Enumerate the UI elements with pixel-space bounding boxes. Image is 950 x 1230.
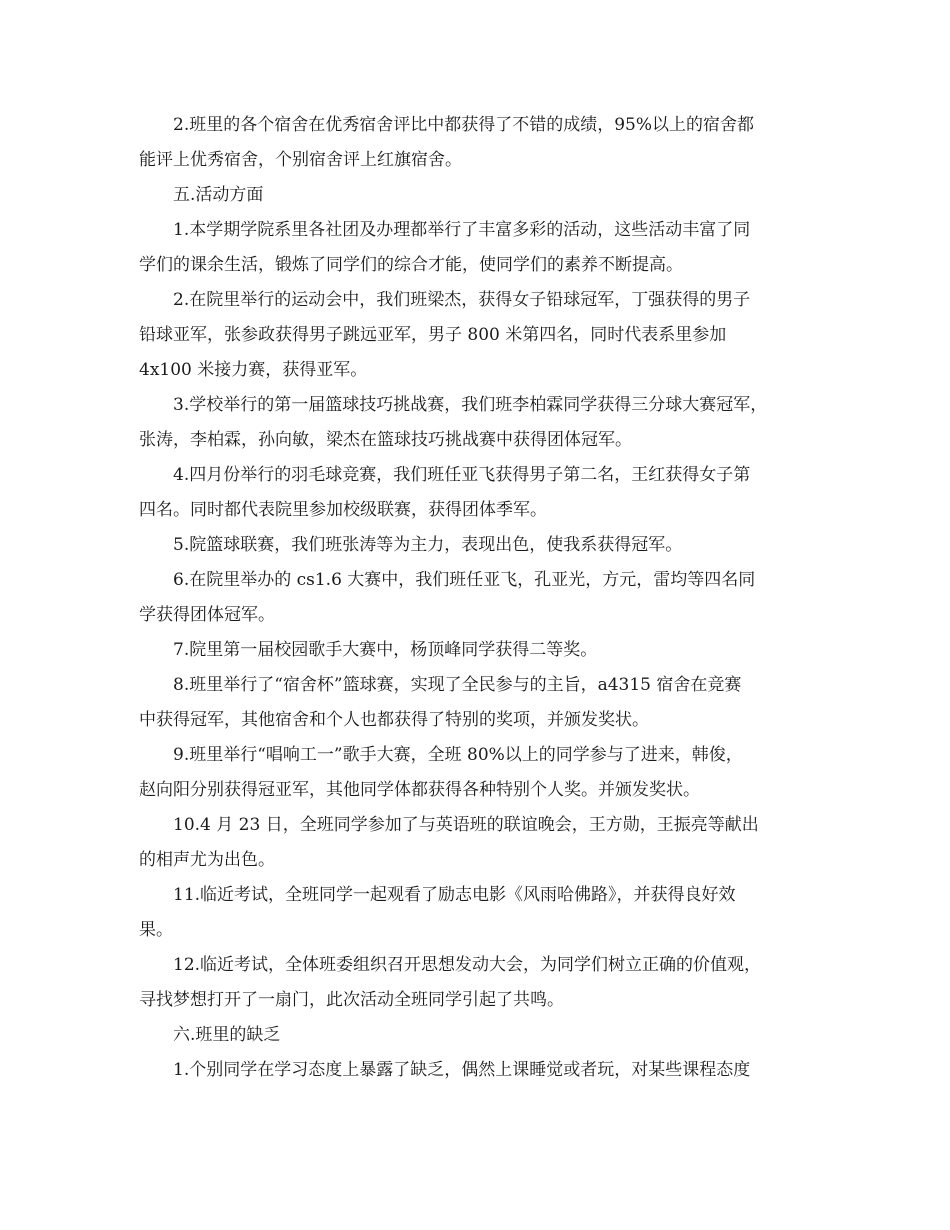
paragraph-line: 寻找梦想打开了一扇门，此次活动全班同学引起了共鸣。 xyxy=(139,990,564,1010)
paragraph-line: 的相声尤为出色。 xyxy=(139,850,275,870)
section-heading: 六.班里的缺乏 xyxy=(173,1025,281,1045)
paragraph-line: 4.四月份举行的羽毛球竞赛，我们班任亚飞获得男子第二名，王红获得女子第 xyxy=(173,465,751,485)
paragraph-line: 学获得团体冠军。 xyxy=(139,605,275,625)
paragraph-line: 中获得冠军，其他宿舍和个人也都获得了特别的奖项，并颁发奖状。 xyxy=(139,710,649,730)
paragraph-line: 果。 xyxy=(139,920,173,940)
paragraph-line: 四名。同时都代表院里参加校级联赛，获得团体季军。 xyxy=(139,500,547,520)
paragraph-line: 5.院篮球联赛，我们班张涛等为主力，表现出色，使我系获得冠军。 xyxy=(173,535,683,555)
paragraph-line: 张涛，李柏霖，孙向敏，梁杰在篮球技巧挑战赛中获得团体冠军。 xyxy=(139,430,632,450)
paragraph-line: 赵向阳分别获得冠亚军，其他同学体都获得各种特别个人奖。并颁发奖状。 xyxy=(139,780,700,800)
paragraph-line: 1.个别同学在学习态度上暴露了缺乏，偶然上课睡觉或者玩，对某些课程态度 xyxy=(173,1060,751,1080)
paragraph-line: 3.学校举行的第一届篮球技巧挑战赛，我们班李柏霖同学获得三分球大赛冠军， xyxy=(173,395,768,415)
paragraph-line: 8.班里举行了“宿舍杯”篮球赛，实现了全民参与的主旨，a4315 宿舍在竞赛 xyxy=(173,675,742,695)
document-body xyxy=(139,108,819,1088)
paragraph-line: 能评上优秀宿舍，个别宿舍评上红旗宿舍。 xyxy=(139,150,462,170)
paragraph-line: 7.院里第一届校园歌手大赛中，杨顶峰同学获得二等奖。 xyxy=(173,640,598,660)
paragraph-line: 11.临近考试，全班同学一起观看了励志电影《风雨哈佛路》，并获得良好效 xyxy=(173,885,736,905)
paragraph-line: 9.班里举行“唱响工一”歌手大赛，全班 80%以上的同学参与了进来，韩俊， xyxy=(173,745,743,765)
paragraph-line: 12.临近考试，全体班委组织召开思想发动大会，为同学们树立正确的价值观， xyxy=(173,955,762,975)
paragraph-line: 铅球亚军，张参政获得男子跳远亚军，男子 800 米第四名，同时代表系里参加 xyxy=(139,325,727,345)
paragraph-line: 10.4 月 23 日，全班同学参加了与英语班的联谊晚会，王方勋，王振亮等献出 xyxy=(173,815,759,835)
paragraph-line: 4x100 米接力赛，获得亚军。 xyxy=(139,360,368,380)
section-heading: 五.活动方面 xyxy=(173,185,264,205)
paragraph-line: 2.班里的各个宿舍在优秀宿舍评比中都获得了不错的成绩，95%以上的宿舍都 xyxy=(173,115,755,135)
paragraph-line: 2.在院里举行的运动会中，我们班梁杰，获得女子铅球冠军，丁强获得的男子 xyxy=(173,290,751,310)
paragraph-line: 1.本学期学院系里各社团及办理都举行了丰富多彩的活动，这些活动丰富了同 xyxy=(173,220,751,240)
paragraph-line: 6.在院里举办的 cs1.6 大赛中，我们班任亚飞，孔亚光，方元，雷均等四名同 xyxy=(173,570,756,590)
paragraph-line: 学们的课余生活，锻炼了同学们的综合才能，使同学们的素养不断提高。 xyxy=(139,255,683,275)
